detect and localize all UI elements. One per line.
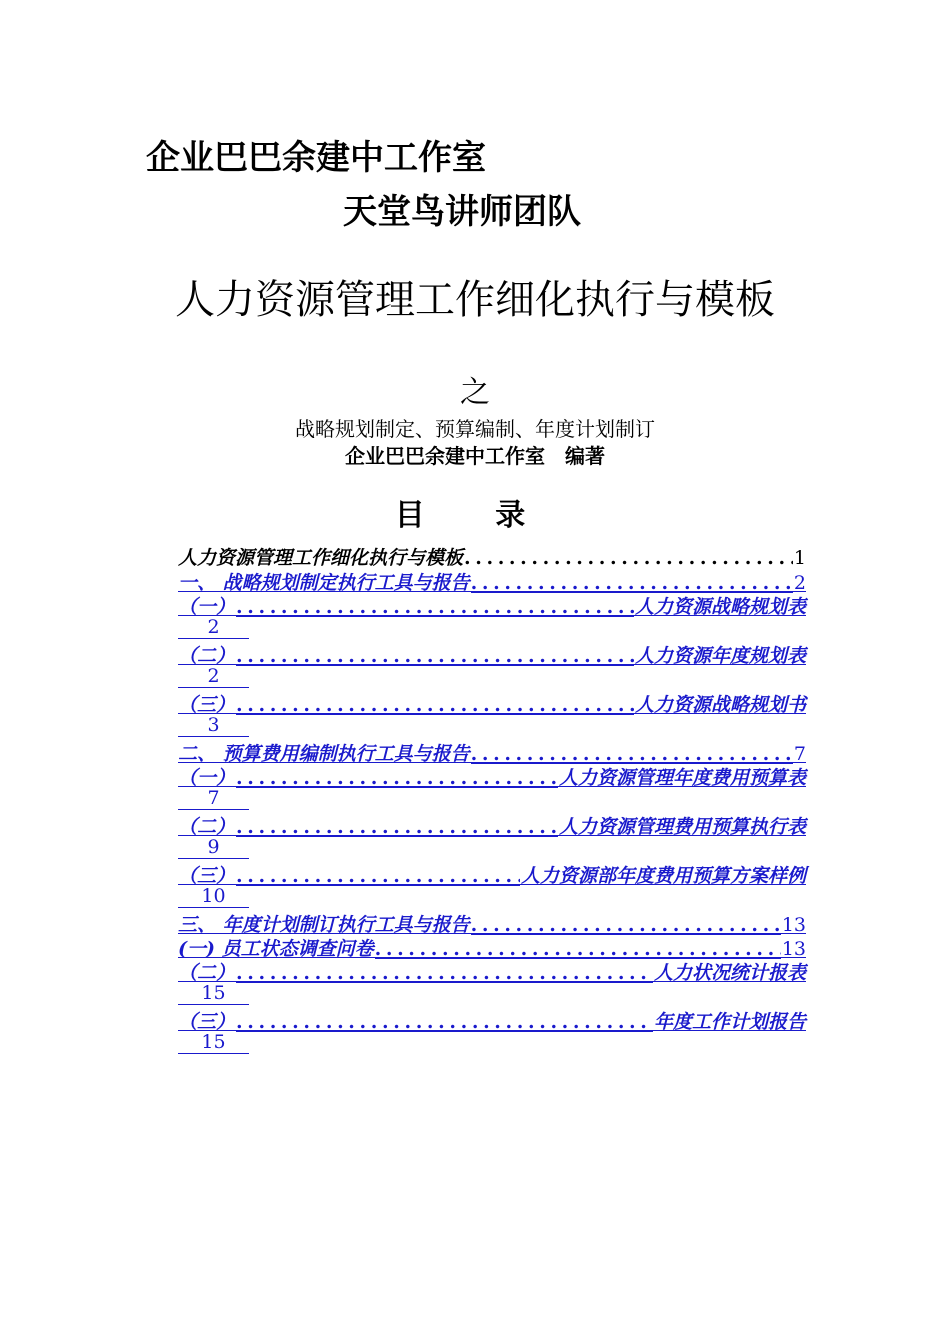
toc-entry-title: 人力资源管理费用预算执行表 <box>558 816 806 838</box>
toc-dot-leader <box>236 816 558 838</box>
toc-page-number-line[interactable] <box>178 787 806 812</box>
toc-entry-title: 人力资源部年度费用预算方案样例 <box>520 865 806 887</box>
toc-entry-label: 三、 年度计划制订执行工具与报告 <box>178 914 470 936</box>
toc-dot-leader <box>236 694 634 716</box>
org-name: 企业巴巴余建中工作室 <box>146 138 486 178</box>
author-line: 企业巴巴余建中工作室 编著 <box>345 444 605 468</box>
toc-page-number: 7 <box>178 787 249 810</box>
document-subtitle: 战略规划制定、预算编制、年度计划制订 <box>295 417 655 441</box>
toc-page-number: 2 <box>178 616 249 639</box>
toc-entry[interactable] <box>178 568 806 592</box>
toc-dot-leader <box>236 645 634 667</box>
toc-page-number: 13 <box>781 914 806 936</box>
toc-entry-label: （一） <box>178 767 236 789</box>
toc-entry-label: （二） <box>178 645 236 667</box>
toc-entry[interactable] <box>178 592 806 616</box>
toc-entry-title: 人力资源战略规划书 <box>634 694 806 716</box>
toc-entry[interactable] <box>178 763 806 787</box>
toc-entry-label: (一) 员工状态调查问卷 <box>178 938 374 960</box>
toc-page-number-line[interactable] <box>178 616 806 641</box>
toc-dot-leader <box>375 938 781 960</box>
toc-entry-label: 二、 预算费用编制执行工具与报告 <box>178 743 470 765</box>
toc-page-number-line[interactable] <box>178 714 806 739</box>
toc-page-number-line[interactable] <box>178 836 806 861</box>
table-of-contents <box>178 543 806 1056</box>
toc-entry[interactable] <box>178 690 806 714</box>
toc-entry[interactable] <box>178 861 806 885</box>
toc-entry[interactable] <box>178 934 806 958</box>
toc-entry-label: （三） <box>178 865 236 887</box>
toc-entry-label: （二） <box>178 816 236 838</box>
toc-page-number: 10 <box>178 885 249 908</box>
toc-entry-label: （一） <box>178 596 236 618</box>
toc-dot-leader <box>464 547 793 569</box>
toc-page-number: 2 <box>793 572 806 594</box>
toc-page-number: 9 <box>178 836 249 859</box>
toc-page-number: 3 <box>178 714 249 737</box>
toc-entry-title: 人力资源管理年度费用预算表 <box>558 767 806 789</box>
toc-page-number: 2 <box>178 665 249 688</box>
toc-entry[interactable] <box>178 812 806 836</box>
toc-entry[interactable] <box>178 739 806 763</box>
toc-entry[interactable] <box>178 958 806 982</box>
toc-entry[interactable] <box>178 1007 806 1031</box>
toc-page-number: 15 <box>178 982 249 1005</box>
toc-entry-title: 年度工作计划报告 <box>653 1011 806 1033</box>
toc-page-number: 1 <box>793 547 806 569</box>
toc-entry-label: （二） <box>178 962 236 984</box>
toc-entry[interactable] <box>178 910 806 934</box>
toc-entry-title: 人力状况统计报表 <box>653 962 806 984</box>
toc-dot-leader <box>236 767 558 789</box>
toc-dot-leader <box>236 596 634 618</box>
toc-dot-leader <box>471 572 793 594</box>
toc-dot-leader <box>471 914 781 936</box>
toc-dot-leader <box>471 743 793 765</box>
toc-page-number: 7 <box>793 743 806 765</box>
toc-dot-leader <box>236 865 520 887</box>
toc-page-number-line[interactable] <box>178 885 806 910</box>
toc-page-number-line[interactable] <box>178 1031 806 1056</box>
toc-entry-title: 人力资源年度规划表 <box>634 645 806 667</box>
toc-entry <box>178 543 806 568</box>
title-connector: 之 <box>460 375 490 410</box>
toc-page-number-line[interactable] <box>178 665 806 690</box>
toc-page-number: 13 <box>781 938 806 960</box>
toc-entry-label: （三） <box>178 694 236 716</box>
toc-dot-leader <box>236 962 653 984</box>
toc-entry-label: 一、 战略规划制定执行工具与报告 <box>178 572 470 594</box>
toc-heading: 目 录 <box>394 498 556 533</box>
toc-dot-leader <box>236 1011 653 1033</box>
toc-entry-title: 人力资源战略规划表 <box>634 596 806 618</box>
toc-entry[interactable] <box>178 641 806 665</box>
toc-page-number-line[interactable] <box>178 982 806 1007</box>
document-title: 人力资源管理工作细化执行与模板 <box>175 277 775 323</box>
toc-page-number: 15 <box>178 1031 249 1054</box>
toc-entry-label: （三） <box>178 1011 236 1033</box>
team-name: 天堂鸟讲师团队 <box>343 192 581 232</box>
toc-entry-label: 人力资源管理工作细化执行与模板 <box>178 547 464 569</box>
